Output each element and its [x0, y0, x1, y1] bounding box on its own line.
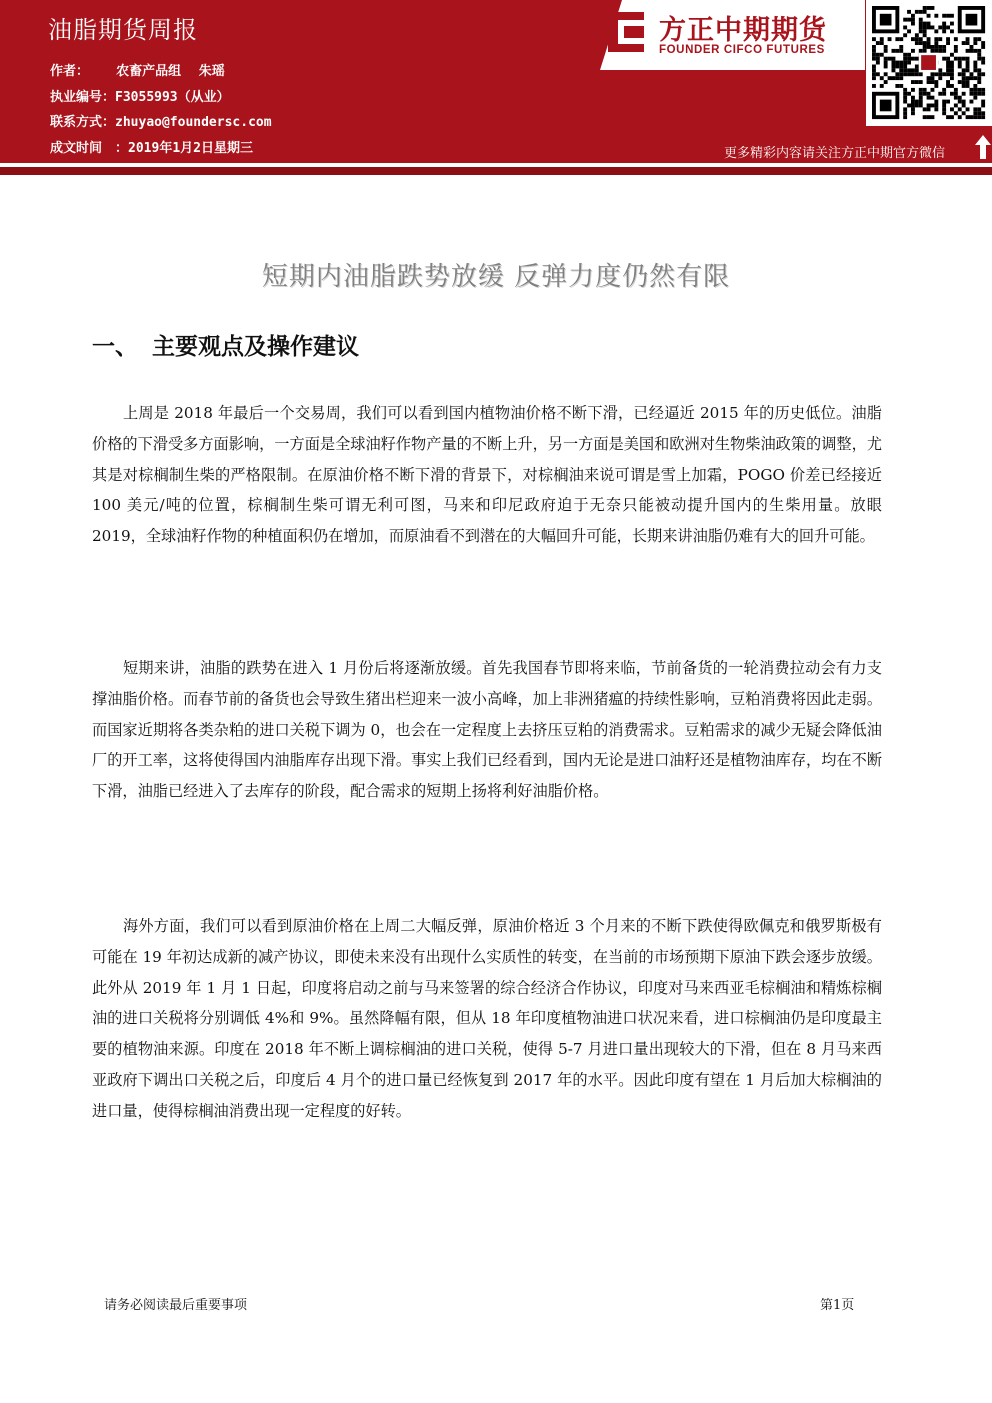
- document-title: 短期内油脂跌势放缓 反弹力度仍然有限: [261, 262, 731, 292]
- header-underline: [0, 167, 992, 175]
- section-number: 一、: [92, 333, 138, 360]
- brand-logo: [604, 6, 859, 66]
- footer-notice: 请务必阅读最后重要事项: [104, 1298, 248, 1313]
- qr-code-icon: [866, 0, 992, 126]
- section-heading: [92, 328, 359, 361]
- license-label: 执业编号：: [50, 90, 116, 105]
- qr-code[interactable]: [866, 0, 992, 126]
- contact-label: 联系方式：: [50, 115, 116, 130]
- license-line: [50, 86, 230, 105]
- paragraph-3: 海外方面，我们可以看到原油价格在上周二大幅反弹，原油价格近 3 个月来的不断下跌使得欧佩克和俄罗斯极有可能在 19 年初达成新的减产协议，即使未来没有出现什么实质性的转变，在当前的市场预期下原油下跌会逐步放缓。此外从 2019 年 1 月 1 日起，印度将启动之前与马来签署的综合经济合作协议，印度对马来西亚毛棕榈油和精炼棕榈油的进口关税将分别调低 4%和 9%。虽然降幅有限，但从 18 年印度植物油进口状况来看，进口棕榈油仍是印度最主要的植物油来源。印度在 2018 年不断上调棕榈油的进口关税，使得 5-7 月进口量出现较大的下滑，但在 8 月马来西亚政府下调出口关税之后，印度后 4 月个的进口量已经恢复到 2017 年的水平。因此印度有望在 1 月后加大棕榈油的进口量，使得棕榈油消费出现一定程度的好转。: [92, 917, 882, 1120]
- paragraph-1: 上周是 2018 年最后一个交易周，我们可以看到国内植物油价格不断下滑，已经逼近 2015 年的历史低位。油脂价格的下滑受多方面影响，一方面是全球油籽作物产量的不断上升，另一方面是美国和欧洲对生物柴油政策的调整，尤其是对棕榈制生柴的严格限制。在原油价格不断下滑的背景下，对棕榈油来说可谓是雪上加霜，POGO 价差已经接近 100 美元/吨的位置，棕榈制生柴可谓无利可图，马来和印尼政府迫于无奈只能被动提升国内的生柴用量。放眼 2019，全球油籽作物的种植面积仍在增加，而原油看不到潜在的大幅回升可能，长期来讲油脂仍难有大的回升可能。: [92, 404, 882, 546]
- founder-logo-icon: [604, 10, 648, 54]
- report-type: 油脂期货周报: [48, 16, 198, 44]
- date-label: 成文时间 ：: [50, 141, 129, 156]
- contact-value[interactable]: zhuyao@foundersc.com: [115, 115, 272, 130]
- author-line: [50, 60, 225, 79]
- logo-english-name: FOUNDER CIFCO FUTURES: [659, 44, 825, 56]
- contact-line: [50, 111, 272, 130]
- arrow-up-icon: [974, 134, 992, 160]
- author-value: 农畜产品组 朱瑶: [116, 64, 225, 79]
- logo-chinese-name: 方正中期期货: [659, 15, 827, 46]
- date-line: [50, 137, 253, 156]
- section-title: 主要观点及操作建议: [152, 333, 359, 360]
- date-value: 2019年1月2日星期三: [128, 141, 253, 156]
- wechat-follow-text: 更多精彩内容请关注方正中期官方微信: [724, 146, 946, 161]
- page-number: 第1页: [820, 1298, 855, 1313]
- paragraph-2: 短期来讲，油脂的跌势在进入 1 月份后将逐渐放缓。首先我国春节即将来临，节前备货的一轮消费拉动会有力支撑油脂价格。而春节前的备货也会导致生猪出栏迎来一波小高峰，加上非洲猪瘟的持续性影响，豆粕消费将因此走弱。而国家近期将各类杂粕的进口关税下调为 0，也会在一定程度上去挤压豆粕的消费需求。豆粕需求的减少无疑会降低油厂的开工率，这将使得国内油脂库存出现下滑。事实上我们已经看到，国内无论是进口油籽还是植物油库存，均在不断下滑，油脂已经进入了去库存的阶段，配合需求的短期上扬将利好油脂价格。: [92, 659, 882, 801]
- license-value: F3055993（从业）: [115, 90, 230, 105]
- author-label: 作者：: [50, 64, 90, 79]
